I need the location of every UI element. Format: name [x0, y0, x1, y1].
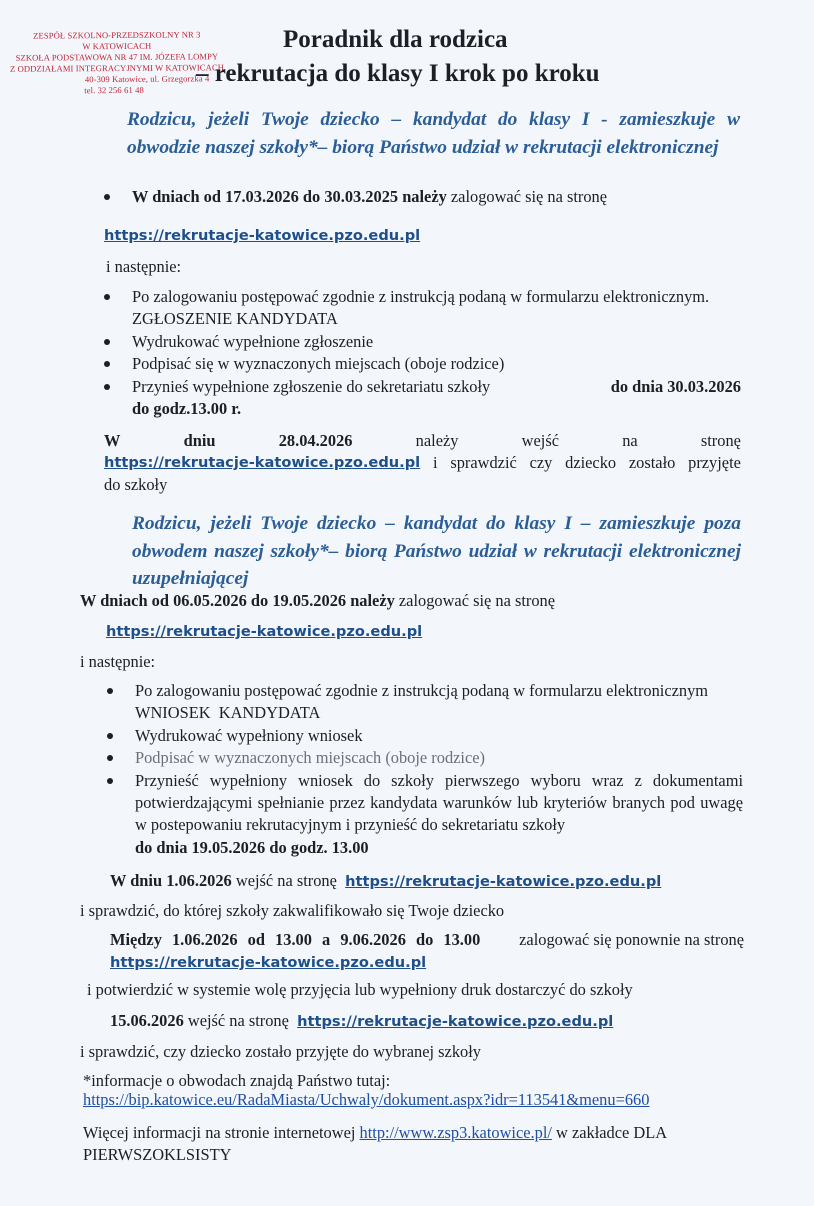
- step1: [110, 870, 661, 893]
- footer-note-link[interactable]: https://bip.katowice.eu/RadaMiasta/Uchwaly/dokument.aspx?idr=113541&menu=660: [83, 1090, 650, 1109]
- page-title: Poradnik dla rodzica: [283, 26, 508, 53]
- list-item: [107, 680, 743, 725]
- list-item: [104, 286, 741, 331]
- step3-rest: wejść na stronę: [183, 1011, 289, 1030]
- list-item: [104, 376, 741, 421]
- section1-check-link[interactable]: https://rekrutacje-katowice.pzo.edu.pl: [104, 454, 421, 471]
- check-word: do szkoły: [104, 475, 168, 494]
- section1-intro: Rodzicu, jeżeli Twoje dziecko – kandydat do klasy I - zamieszkuje w obwodzie naszej szkoły*– biorą Państwo udział w rekrutacji elektronicznej: [127, 109, 740, 158]
- step3-link[interactable]: https://rekrutacje-katowice.pzo.edu.pl: [297, 1013, 614, 1030]
- deadline: do dnia 19.05.2026 do godz. 13.00: [135, 837, 369, 857]
- section1-dates-rest: zalogować się na stronę: [446, 187, 608, 206]
- step1-link[interactable]: https://rekrutacje-katowice.pzo.edu.pl: [345, 873, 662, 890]
- step2-rest: zalogować się ponownie na stronę: [519, 930, 744, 949]
- page-subtitle: – rekrutacja do klasy I krok po kroku: [196, 60, 600, 87]
- check-word: i: [432, 453, 438, 472]
- list-item: Podpisać się w wyznaczonych miejscach (oboje rodzice): [104, 353, 741, 375]
- footer-more-link[interactable]: http://www.zsp3.katowice.pl/: [359, 1123, 552, 1142]
- step2-after: i potwierdzić w systemie wolę przyjęcia lub wypełniony druk dostarczyć do szkoły: [87, 980, 633, 999]
- stamp-line: 40-309 Katowice, ul. Grzegorzka 4: [84, 72, 210, 84]
- check-word: przyjęte: [688, 453, 741, 472]
- list-item-text: Po zalogowaniu postępować zgodnie z instrukcją podaną w formularzu elektronicznym: [135, 681, 709, 700]
- step3-after: i sprawdzić, czy dziecko zostało przyjęte do wybranej szkoły: [80, 1042, 481, 1061]
- step1-after: i sprawdzić, do której szkoły zakwalifikowało się Twoje dziecko: [80, 901, 505, 920]
- section1-steps-list: [104, 286, 741, 420]
- check-word: należy: [415, 431, 459, 450]
- section1-dates-list: [104, 186, 744, 208]
- check-word: zostało: [628, 453, 676, 472]
- section1-link[interactable]: https://rekrutacje-katowice.pzo.edu.pl: [104, 227, 421, 244]
- list-item: Wydrukować wypełniony wniosek: [107, 725, 743, 747]
- section1-check: [104, 430, 741, 496]
- section1-dates-bold: W dniach od 17.03.2026 do 30.03.2025 należy: [132, 187, 447, 206]
- form-name: ZGŁOSZENIE KANDYDATA: [132, 309, 338, 329]
- check-word: dziecko: [565, 453, 617, 472]
- list-item-text: Po zalogowaniu postępować zgodnie z instrukcją podaną w formularzu elektronicznym.: [132, 287, 710, 306]
- section2-next: i następnie:: [80, 652, 156, 671]
- deadline-time: do godz.13.00 r.: [132, 399, 242, 419]
- footer-more: [83, 1122, 723, 1166]
- section2-dates-bold: W dniach od 06.05.2026 do 19.05.2026 należy: [80, 591, 395, 610]
- deadline-date: do dnia 30.03.2026: [610, 376, 741, 396]
- step2: [110, 929, 744, 974]
- check-word: sprawdzić: [450, 453, 517, 472]
- list-item-text: Przynieść wypełniony wniosek do szkoły pierwszego wyboru wraz z dokumentami potwierdzającymi spełnianie przez kandydata warunków lub kryteriów branych pod uwagę w postepowaniu rekrutacyjnym i przynieść do sekretariatu szkoły: [135, 770, 743, 835]
- list-item: [107, 770, 743, 860]
- section1-next: i następnie:: [106, 257, 182, 276]
- check-word: stronę: [700, 431, 741, 450]
- form-name: WNIOSEK KANDYDATA: [135, 703, 321, 723]
- list-item-text: Przynieś wypełnione zgłoszenie do sekretariatu szkoły: [132, 376, 491, 396]
- step1-bold: W dniu 1.06.2026: [110, 871, 232, 890]
- list-item: Wydrukować wypełnione zgłoszenie: [104, 331, 741, 353]
- check-date-word: 28.04.2026: [278, 431, 353, 450]
- check-date-word: dniu: [183, 431, 216, 450]
- stamp-line: ZESPÓŁ SZKOLNO-PRZEDSZKOLNY NR 3: [33, 29, 201, 41]
- step2-bold: Między 1.06.2026 od 13.00 a 9.06.2026 do 13.00: [110, 930, 481, 949]
- section2-intro: Rodzicu, jeżeli Twoje dziecko – kandydat do klasy I – zamieszkuje poza obwodem naszej szkoły*– biorą Państwo udział w rekrutacji elektronicznej uzupełniającej: [132, 513, 741, 589]
- check-word: wejść: [521, 431, 559, 450]
- step1-rest: wejść na stronę: [231, 871, 337, 890]
- section2-link[interactable]: https://rekrutacje-katowice.pzo.edu.pl: [106, 623, 423, 640]
- step3: [110, 1010, 613, 1033]
- section1-dates: [104, 186, 744, 208]
- section2-dates-rest: zalogować się na stronę: [394, 591, 556, 610]
- stamp-line: SZKOŁA PODSTAWOWA NR 47 IM. JÓZEFA LOMPY: [15, 51, 219, 63]
- footer-more-post: w zakładce DLA PIERWSZOKLSISTY: [83, 1123, 667, 1164]
- stamp-line: W KATOWICACH: [82, 40, 152, 52]
- footer-more-pre: Więcej informacji na stronie internetowej: [83, 1123, 360, 1142]
- check-date-word: W: [104, 431, 121, 450]
- footer-note: *informacje o obwodach znajdą Państwo tutaj:: [83, 1071, 391, 1090]
- list-item: Podpisać w wyznaczonych miejscach (oboje rodzice): [107, 747, 743, 769]
- stamp-line: Z ODDZIAŁAMI INTEGRACYJNYMI W KATOWICACH: [9, 61, 225, 74]
- check-word: czy: [529, 453, 553, 472]
- stamp-line: tel. 32 256 61 48: [84, 84, 144, 95]
- step3-bold: 15.06.2026: [110, 1011, 184, 1030]
- section2-dates: [80, 590, 555, 612]
- step2-link[interactable]: https://rekrutacje-katowice.pzo.edu.pl: [110, 954, 427, 971]
- section2-steps-list: [107, 680, 743, 859]
- check-word: na: [622, 431, 638, 450]
